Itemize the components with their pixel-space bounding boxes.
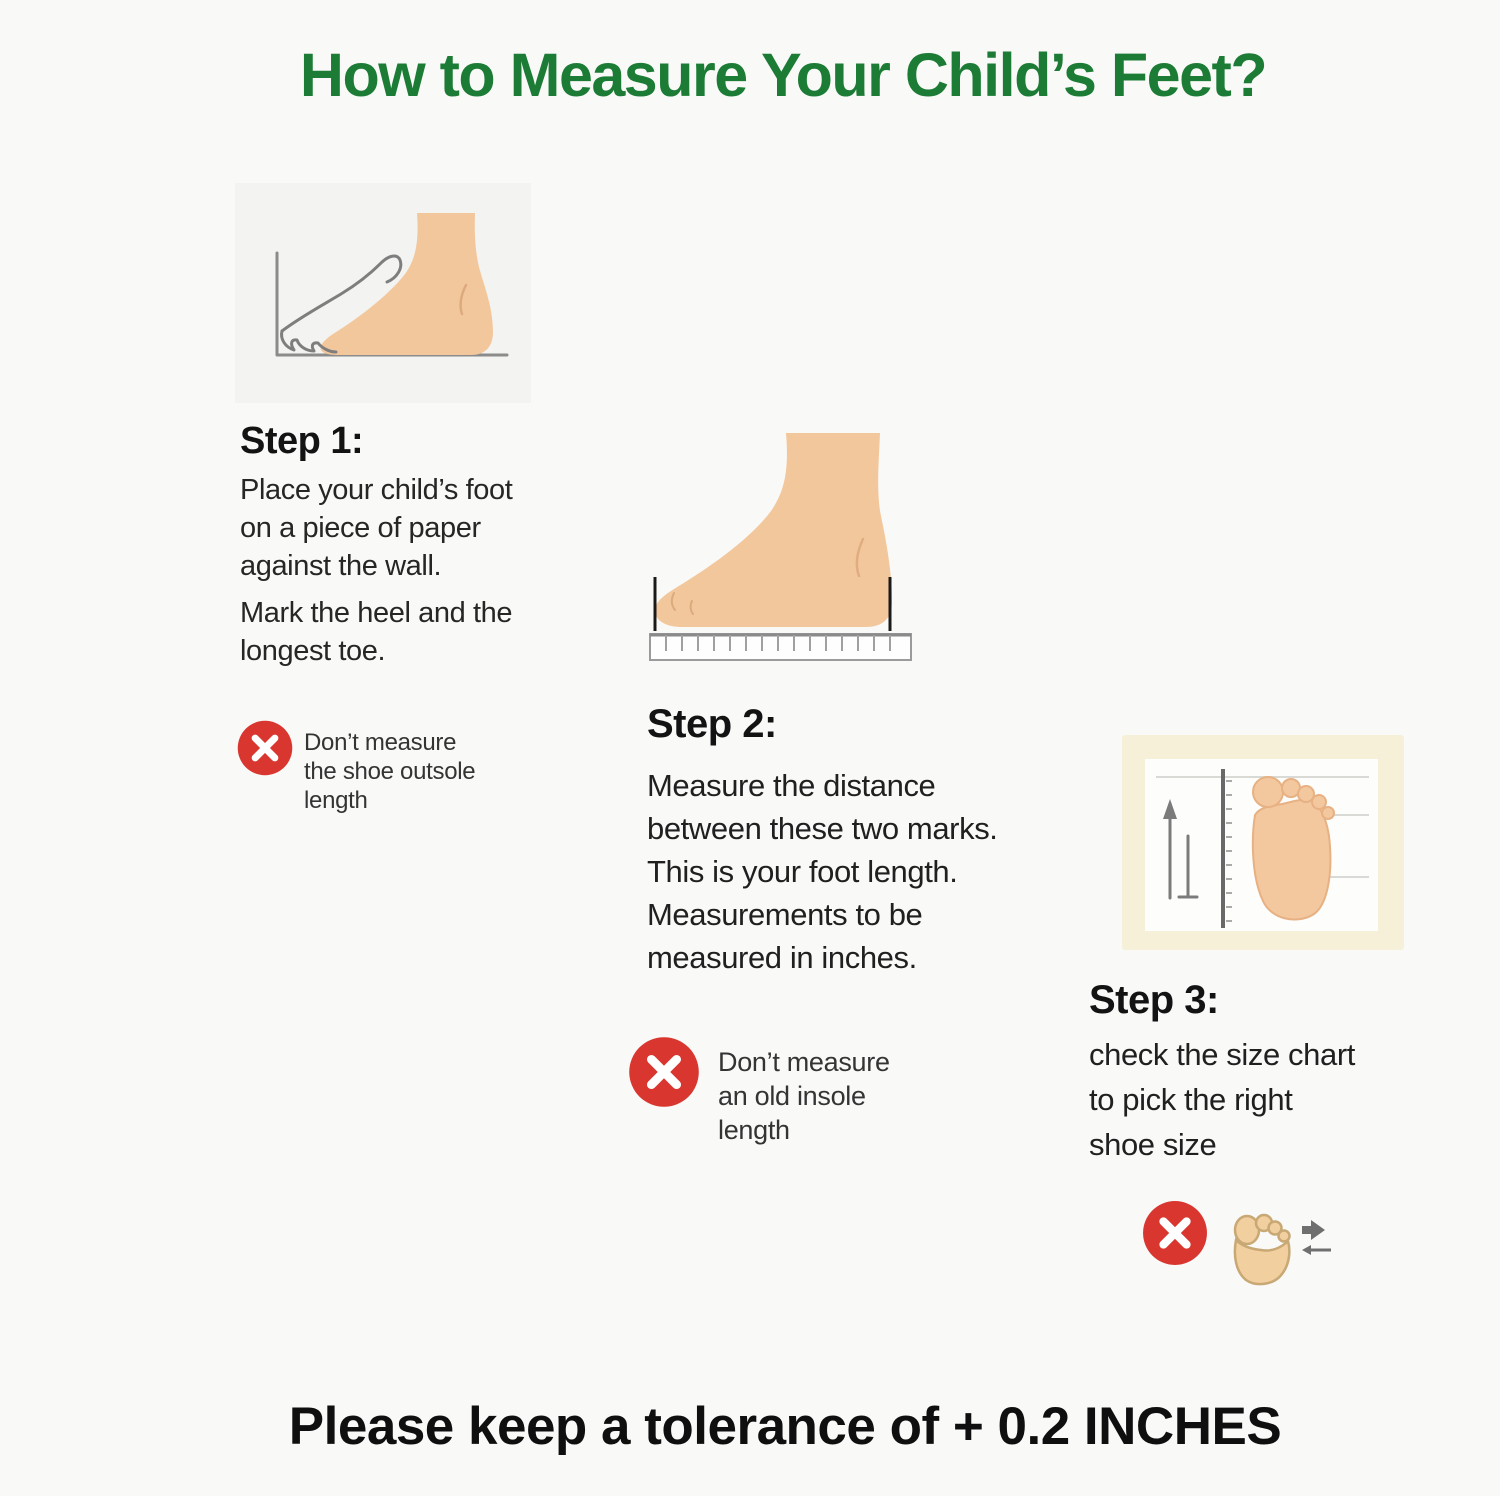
tolerance-note: Please keep a tolerance of + 0.2 INCHES	[288, 1397, 1282, 1456]
warning-line: length	[304, 787, 368, 814]
warning-line: the shoe outsole	[304, 758, 476, 785]
partial-foot-icon	[1231, 1208, 1293, 1288]
step2-line: Measurements to be	[647, 897, 923, 932]
step1-warning-text	[304, 728, 475, 815]
foot-sole-size-chart-illustration	[1122, 735, 1404, 950]
paragraph-gap	[240, 585, 585, 594]
page-title: How to Measure Your Child’s Feet?	[299, 41, 1267, 109]
step1-heading: Step 1:	[240, 420, 364, 462]
foot-on-ruler-illustration	[640, 421, 920, 666]
x-circle-icon	[627, 1035, 701, 1109]
step3-warning	[1141, 1199, 1334, 1288]
step2-heading: Step 2:	[647, 702, 777, 746]
warning-line: length	[718, 1115, 790, 1145]
step1-line: on a piece of paper	[240, 512, 481, 544]
step1-illustration-svg	[235, 183, 531, 403]
step2-warning	[627, 1035, 890, 1147]
step1-line: against the wall.	[240, 550, 442, 582]
ruler	[650, 634, 911, 660]
warning-line: Don’t measure	[304, 729, 457, 756]
step1-line: Mark the heel and the	[240, 597, 513, 629]
step2-line: between these two marks.	[647, 811, 998, 846]
step3-heading: Step 3:	[1089, 978, 1219, 1022]
step2-warning-text	[718, 1045, 890, 1147]
step3-section	[1089, 976, 1434, 1167]
x-circle-icon	[1141, 1199, 1209, 1267]
measure-direction-arrows-icon	[1300, 1212, 1334, 1260]
step2-line: measured in inches.	[647, 940, 917, 975]
step1-line: Place your child’s foot	[240, 474, 513, 506]
step3-illustration-svg	[1122, 735, 1404, 950]
step2-line: This is your foot length.	[647, 854, 958, 889]
filled-foot-shape	[655, 433, 892, 627]
step3-line: check the size chart	[1089, 1037, 1355, 1072]
step2-line: Measure the distance	[647, 768, 936, 803]
step1-warning	[236, 719, 475, 815]
step3-line: shoe size	[1089, 1127, 1217, 1162]
step2-illustration-svg	[640, 421, 920, 666]
x-circle-icon	[236, 719, 294, 777]
foot-against-wall-illustration	[235, 183, 531, 403]
warning-line: Don’t measure	[718, 1047, 890, 1077]
step2-section	[647, 700, 1107, 979]
step3-line: to pick the right	[1089, 1082, 1293, 1117]
warning-line: an old insole	[718, 1081, 866, 1111]
step1-line: longest toe.	[240, 635, 386, 667]
step1-section	[240, 419, 585, 670]
